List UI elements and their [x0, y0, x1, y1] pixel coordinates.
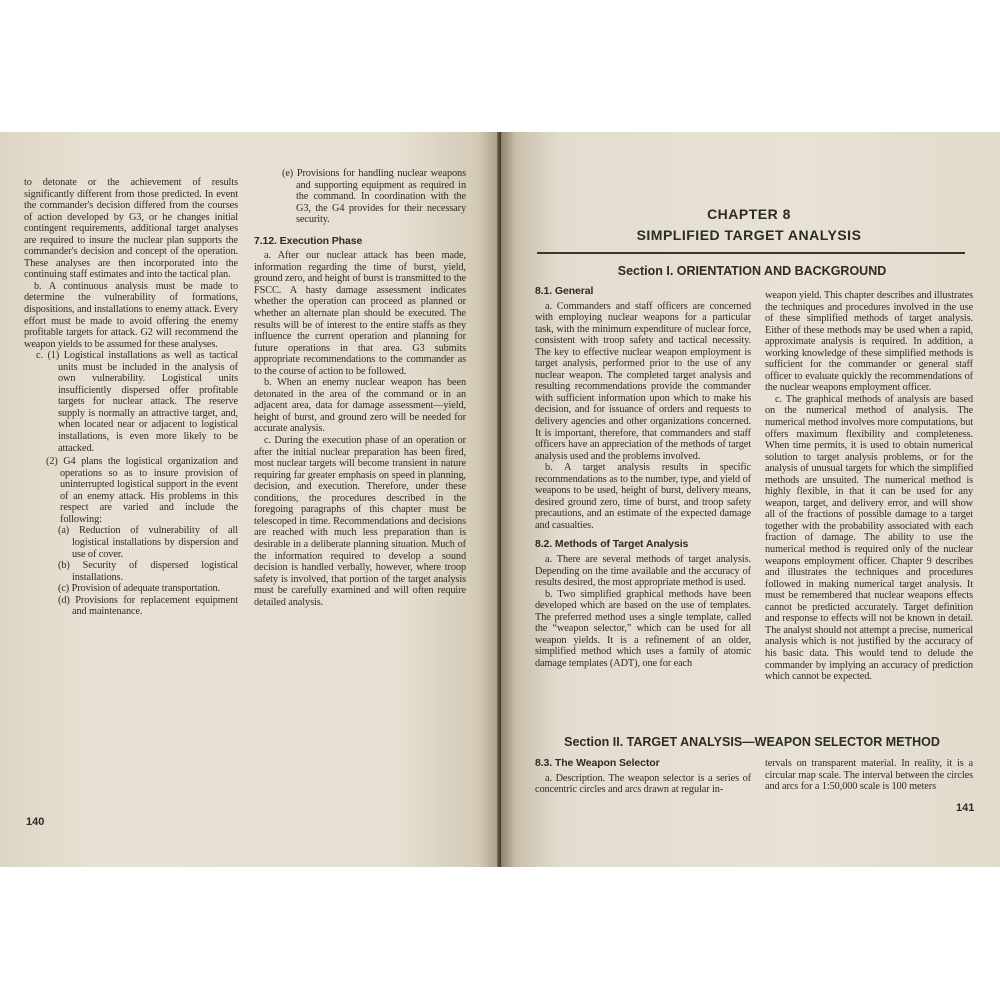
paragraph: c. (1) Logistical installations as well as tactical units must be included in the analysis of own vulnerability. Logistical units insufficiently dispersed offer profitable targets for nuclear attack. The reserve supply is normally an attractive target, and, when located near or adjacent to logistical installations, is even more likely to be attacked.	[36, 350, 238, 454]
section-heading: 8.3. The Weapon Selector	[535, 757, 660, 769]
list-item: (b) Security of dispersed logistical installations.	[58, 560, 238, 583]
open-book	[0, 132, 1000, 867]
list-item: (e) Provisions for handling nuclear weapons and supporting equipment as required in the command. In coordination with the G3, the G4 provides for their necessary security.	[282, 168, 466, 226]
paragraph: a. Commanders and staff officers are concerned with employing nuclear weapons for a particular task, with the minimum expenditure of nuclear force, consistent with troop safety and tactical necessity. The key to effective nuclear weapon employment is target analysis, performed prior to the use of any nuclear weapon. The completed target analysis and resulting recommendations provide the commander with sufficient information upon which to make his decision, and for issuance of orders and requests to delivery agencies and other organizations concerned. It is important, therefore, that commanders and staff officers have an appreciation of the methods of target analysis used and the problems involved.	[535, 300, 751, 462]
chapter-number: CHAPTER 8	[707, 206, 791, 222]
section-heading: 8.2. Methods of Target Analysis	[535, 538, 689, 551]
paragraph: c. The graphical methods of analysis are based on the numerical method of analysis. The numerical method involves more computations, but offers maximum flexibility and completeness. When time permits, it is used to obtain numerical solution to target analysis problems, or for the analysis of unusual targets for which the simplified methods are unsuited. The numerical method is highly flexible, in that it can be used for any weapon, target, and delivery error, and will show all of the fractions of possible damage to a target together with the probability associated with each fraction of damage. The ability to use the numerical method is required only of the nuclear weapons employment officer. Chapter 9 describes and illustrates the techniques and procedures followed in making numerical target analysis. It must be remembered that nuclear weapons effects cannot be predicted accurately. Target definition and response to effects will not be known in detail. The analyst should not attempt a precise, numerical analysis which is not justified by the accuracy of his basic data. This would tend to delude the commander by implying an accuracy of prediction which cannot be expected.	[765, 393, 973, 683]
list-item: (a) Reduction of vulnerability of all logistical installations by dispersion and use of cover.	[58, 525, 238, 560]
list-item: (c) Provision of adequate transportation.	[58, 583, 221, 595]
chapter-heading	[537, 206, 961, 243]
section-title: Section II. TARGET ANALYSIS—WEAPON SELECTOR METHOD	[564, 735, 940, 749]
right-page-column-1	[535, 282, 751, 670]
paragraph: b. A target analysis results in specific recommendations as to the number, type, and yield of weapons to be used, height of burst, delivery means, desired ground zero, time of burst, and troop safety precautions, and an estimate of the expected damage and casualties.	[535, 462, 751, 531]
paragraph: to detonate or the achievement of results significantly different from those predicted. In event the commander's decision differed from the courses of action developed by G3, or he changes initial contingent requirements, additional target analyses are required to insure the nuclear plan supports the commander's decision and concept of the operation. These analyses are then incorporated into the continuing staff estimates and into the tactical plan.	[24, 177, 238, 281]
right-page-column-2	[765, 290, 973, 683]
paragraph: a. After our nuclear attack has been made, information regarding the time of burst, yield, ground zero, and height of burst is transmitted to the FSCC. A hasty damage assessment indicates whether the operation can proceed as planned or whether an alternate plan should be executed. The results will be of interest to the entire staffs as they influence the current operation and planning for future operations in that area. G3 submits appropriate recommendations to the commander as to the course of action to be followed.	[254, 250, 466, 377]
paragraph: b. Two simplified graphical methods have been developed which are based on the use of templates. The preferred method uses a single template, called the “weapon selector,” which can be used for all weapon yields. It is a refinement of an older, simplified method which uses a family of atomic damage templates (ADT), one for each	[535, 588, 751, 669]
left-page-column-1	[24, 177, 238, 618]
section-title: Section I. ORIENTATION AND BACKGROUND	[617, 264, 887, 278]
list-item: (d) Provisions for replacement equipment and maintenance.	[58, 594, 238, 618]
section-heading: 8.1. General	[535, 285, 594, 297]
paragraph: weapon yield. This chapter describes and illustrates the techniques and procedures involved in the use of these simplified methods of target analysis. Either of these methods may be used when a rapid, approximate analysis is required. In addition, a working knowledge of these simplified methods is sufficient for the commander or general staff officer to evaluate quickly the recommendations of the nuclear weapons employment officer.	[765, 290, 973, 394]
paragraph: tervals on transparent material. In reality, it is a circular map scale. The interval between the circles and arcs for a 1:50,000 scale is 100 meters	[765, 758, 973, 793]
left-page-column-2	[254, 168, 466, 608]
chapter-title: SIMPLIFIED TARGET ANALYSIS	[636, 227, 862, 243]
right-page	[501, 132, 1000, 867]
chapter-divider	[537, 252, 965, 254]
paragraph: a. There are several methods of target analysis. Depending on the time available and the accuracy of results desired, the most appropriate method is used.	[535, 554, 751, 589]
paragraph: (2) G4 plans the logistical organization and operations so as to insure provision of uninterrupted logistical support in the event of an enemy attack. His problems in this respect are varied and include the following:	[46, 456, 238, 525]
right-page-column-2-bottom	[765, 758, 973, 793]
paragraph: b. A continuous analysis must be made to determine the vulnerability of formations, dispositions, and installations to enemy attack. Every effort must be made to avoid offering the enemy profitable targets for attack. G2 will recommend the weapon yields to be assumed for these analyses.	[24, 280, 238, 350]
left-page	[0, 132, 499, 867]
page-number: 140	[26, 816, 45, 828]
paragraph: a. Description. The weapon selector is a series of concentric circles and arcs drawn at regular in-	[535, 772, 751, 796]
right-page-column-1-bottom	[535, 754, 751, 796]
paragraph: c. During the execution phase of an operation or after the initial nuclear preparation has been fired, most nuclear targets will become transient in nature requiring far greater emphasis on speed in planning, decision, and execution. Therefore, under these conditions, the procedures described in the foregoing paragraphs of this chapter must be telescoped in time. Recommendations and decisions are reached with much less preparation than is desirable in a deliberate planning situation. Much of the information required to develop a sound decision is handled verbally, however, where troop safety is involved, that portion of the target analysis must be carefully examined and will often require detailed analysis.	[254, 435, 466, 608]
section-heading: 7.12. Execution Phase	[254, 234, 363, 247]
page-number: 141	[956, 802, 975, 814]
paragraph: b. When an enemy nuclear weapon has been detonated in the area of the command or in an adjacent area, data for damage assessment—yield, height of burst, and ground zero will be needed for accurate analysis.	[254, 377, 466, 435]
